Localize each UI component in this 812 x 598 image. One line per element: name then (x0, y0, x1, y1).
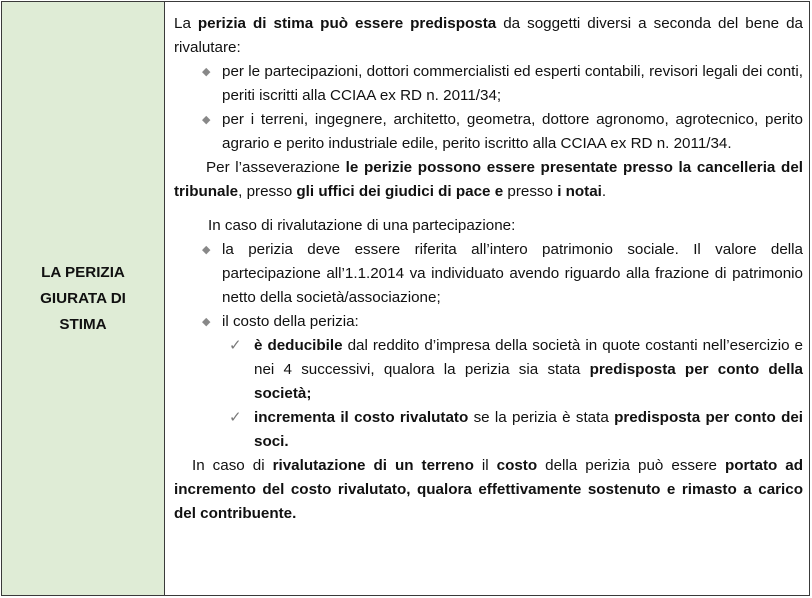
diamond-bullet-icon: ◆ (202, 244, 211, 256)
bold-text: predisposta per conto dei soci. (254, 409, 804, 450)
perizia-table (1, 1, 810, 596)
text: dal reddito d’impresa della società in quote costanti nell’esercizio e nei 4 successivi, qualora la perizia sia stata (254, 337, 803, 378)
content-cell (165, 2, 810, 596)
table-row (2, 2, 810, 596)
bold-text: le perizie possono essere presentate presso la cancelleria del tribunale (174, 159, 803, 200)
list-item (174, 60, 803, 108)
subjects-list (174, 60, 803, 156)
list-item-text: la perizia deve essere riferita all’intero patrimonio sociale. Il valore della partecipazione all’1.1.2014 va individuato avendo riguardo alla frazione di patrimonio netto della società/associazione; (222, 241, 803, 306)
text: , presso (238, 183, 297, 200)
section-label-line: STIMA (59, 315, 107, 333)
list-item-text: per le partecipazioni, dottori commercialisti ed esperti contabili, revisori legali dei conti, periti iscritti alla CCIAA ex RD n. 2011/34; (222, 63, 803, 104)
bold-text: è deducibile (254, 337, 343, 354)
text: presso (503, 183, 558, 200)
asseverazione-paragraph (174, 156, 803, 204)
partecipazione-intro: In caso di rivalutazione di una partecipazione: (208, 217, 516, 234)
section-label-line: GIURATA DI (40, 289, 126, 307)
text: il (473, 457, 497, 474)
bold-text: rivalutazione di un terreno (272, 457, 474, 474)
list-item (174, 406, 803, 454)
list-item (174, 334, 803, 406)
diamond-bullet-icon: ◆ (202, 66, 211, 78)
list-item-text: per i terreni, ingegnere, architetto, geometra, dottore agronomo, agrotecnico, perito agrario e perito industriale edile, perito iscritto alla CCIAA ex RD n. 2011/34. (222, 111, 803, 152)
bold-text: gli uffici dei giudici di pace e (296, 183, 504, 200)
intro-bold: perizia di stima può essere predisposta (197, 15, 497, 32)
partecipazione-list (174, 238, 803, 334)
list-item-text: il costo della perizia: (222, 313, 359, 330)
check-mark-icon: ✓ (229, 409, 242, 426)
check-mark-icon: ✓ (229, 337, 242, 354)
intro-text-rest: da soggetti diversi a seconda del bene da rivalutare: (174, 15, 803, 56)
section-label (28, 260, 138, 338)
text: In caso di (192, 457, 273, 474)
text: se la perizia è stata (468, 409, 615, 426)
section-label-cell (2, 2, 165, 596)
bold-text: i notai (557, 183, 602, 200)
bold-text: predisposta per conto della società; (254, 361, 803, 402)
bold-text: portato ad incremento del costo rivalutato, qualora effettivamente sostenuto e rimasto a carico del contribuente. (174, 457, 804, 522)
bold-text: incrementa il costo rivalutato (254, 409, 469, 426)
intro-paragraph (174, 12, 803, 60)
diamond-bullet-icon: ◆ (202, 114, 211, 126)
text: della perizia può essere (537, 457, 725, 474)
list-item (174, 310, 803, 334)
text: Per l’asseverazione (206, 159, 346, 176)
costo-perizia-list (174, 334, 803, 454)
diamond-bullet-icon: ◆ (202, 316, 211, 328)
terreno-paragraph (174, 454, 803, 526)
text: . (601, 183, 607, 200)
bold-text: costo (496, 457, 538, 474)
section-label-line: LA PERIZIA (41, 263, 125, 281)
intro-text: La (174, 15, 198, 32)
list-item (174, 108, 803, 156)
list-item (174, 238, 803, 310)
